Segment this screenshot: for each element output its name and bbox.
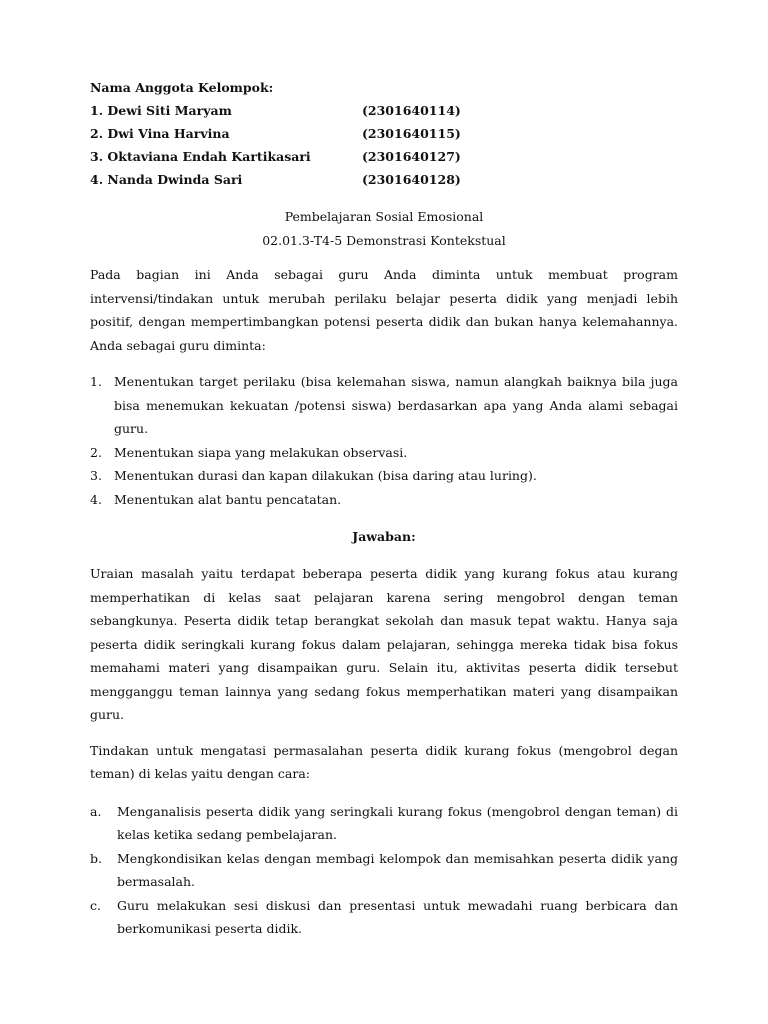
member-name: 4. Nanda Dwinda Sari <box>90 172 243 187</box>
task-number: 2. <box>90 444 102 460</box>
action-marker: c. <box>90 897 101 913</box>
member-id: (2301640115) <box>362 126 461 141</box>
member-row <box>90 145 678 168</box>
intro-paragraph: Pada bagian ini Anda sebagai guru Anda diminta untuk membuat program intervensi/tindakan untuk merubah perilaku belajar peserta didik yang menjadi lebih positif, dengan mempertimbangkan potensi peserta didik dan bukan hanya kelemahannya. Anda sebagai guru diminta: <box>90 267 678 353</box>
member-name: 1. Dewi Siti Maryam <box>90 103 232 118</box>
member-id: (2301640114) <box>362 103 461 118</box>
action-text: Mengkondisikan kelas dengan membagi kelompok dan memisahkan peserta didik yang bermasalah. <box>117 850 678 889</box>
member-list <box>90 76 678 191</box>
task-text: Menentukan alat bantu pencatatan. <box>114 491 342 507</box>
task-number: 4. <box>90 491 102 507</box>
action-text: Menganalisis peserta didik yang seringkali kurang fokus (mengobrol dengan teman) di kelas ketika sedang pembelajaran. <box>117 803 678 842</box>
member-row <box>90 122 678 145</box>
member-name: 3. Oktaviana Endah Kartikasari <box>90 149 311 164</box>
task-item <box>90 441 678 465</box>
task-number: 3. <box>90 468 102 483</box>
task-text: Menentukan siapa yang melakukan observasi. <box>114 444 408 460</box>
action-list <box>90 800 678 941</box>
action-marker: b. <box>90 850 102 866</box>
task-text: Menentukan target perilaku (bisa kelemahan siswa, namun alangkah baiknya bila juga bisa menemukan kekuatan /potensi siswa) berdasarkan apa yang Anda alami sebagai guru. <box>114 374 678 436</box>
answer-paragraph-1: Uraian masalah yaitu terdapat beberapa peserta didik yang kurang fokus atau kurang memperhatikan di kelas saat pelajaran karena sering mengobrol dengan teman sebangkunya. Peserta didik tetap berangkat sekolah dan masuk tepat waktu. Hanya saja peserta didik seringkali kurang fokus dalam pelajaran, sehingga mereka tidak bisa fokus memahami materi yang disampaikan guru. Selain itu, aktivitas peserta didik tersebut mengganggu teman lainnya yang sedang fokus memperhatikan materi yang disampaikan guru. <box>90 566 678 722</box>
action-item <box>90 847 678 894</box>
title-line-2: 02.01.3-T4-5 Demonstrasi Kontekstual <box>262 233 506 248</box>
member-row <box>90 168 678 191</box>
member-heading: Nama Anggota Kelompok: <box>90 80 274 95</box>
answer-heading: Jawaban: <box>352 529 416 544</box>
task-list <box>90 370 678 511</box>
answer-paragraph-2: Tindakan untuk mengatasi permasalahan peserta didik kurang fokus (mengobrol degan teman) di kelas yaitu dengan cara: <box>90 742 678 781</box>
member-id: (2301640127) <box>362 149 461 164</box>
member-id: (2301640128) <box>362 172 461 187</box>
document-title <box>90 205 678 253</box>
task-item <box>90 370 678 441</box>
action-item <box>90 894 678 941</box>
member-name: 2. Dwi Vina Harvina <box>90 126 230 141</box>
task-number: 1. <box>90 374 102 389</box>
task-item <box>90 464 678 488</box>
title-line-1: Pembelajaran Sosial Emosional <box>284 209 484 224</box>
task-item <box>90 488 678 512</box>
task-text: Menentukan durasi dan kapan dilakukan (bisa daring atau luring). <box>114 468 537 483</box>
action-item <box>90 800 678 847</box>
member-row <box>90 99 678 122</box>
action-marker: a. <box>90 803 102 819</box>
action-text: Guru melakukan sesi diskusi dan presentasi untuk mewadahi ruang berbicara dan berkomunikasi peserta didik. <box>117 897 678 936</box>
